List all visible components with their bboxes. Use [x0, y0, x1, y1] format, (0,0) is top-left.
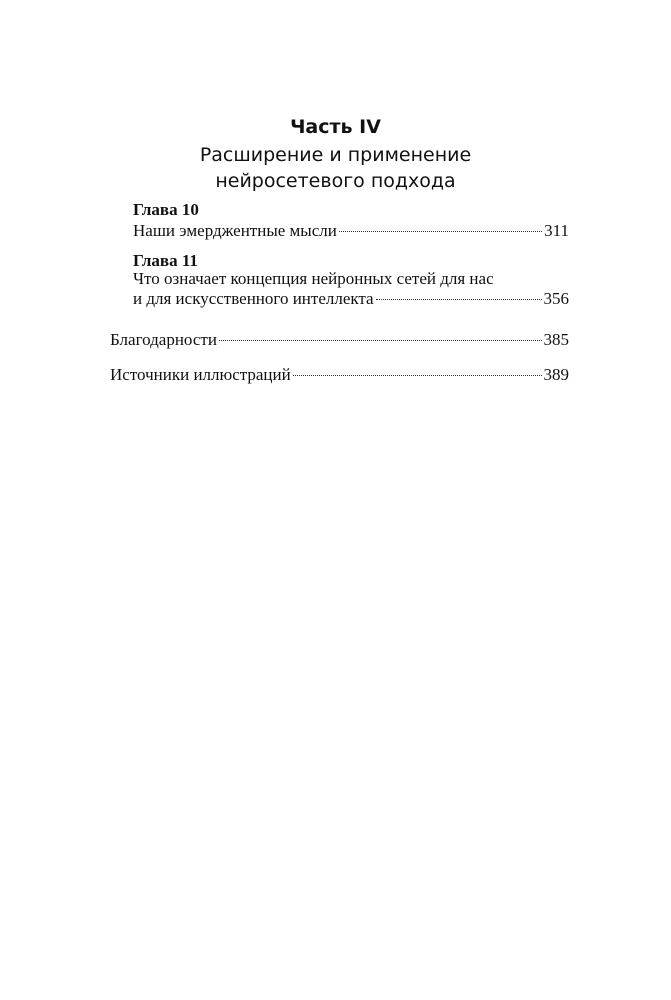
toc-entry-illustration-sources[interactable]	[110, 364, 569, 386]
dot-leader	[376, 299, 542, 300]
dot-leader	[339, 231, 542, 232]
chapter-11-title-line-1: Что означает концепция нейронных сетей для нас	[133, 269, 494, 288]
chapter-11-title-line-2: и для искусственного интеллекта	[133, 289, 374, 308]
part-title-line-1: Расширение и применение	[199, 144, 472, 166]
illustration-sources-title: Источники иллюстраций	[110, 365, 291, 384]
chapter-11-label: Глава 11	[133, 251, 198, 270]
part-title-line-2: нейросетевого подхода	[215, 170, 456, 192]
toc-entry-chapter-11[interactable]	[133, 288, 569, 310]
illustration-sources-page: 389	[543, 365, 569, 384]
acknowledgements-page: 385	[543, 330, 569, 349]
acknowledgements-title: Благодарности	[110, 330, 217, 349]
chapter-11-page: 356	[543, 289, 569, 308]
toc-entry-acknowledgements[interactable]	[110, 329, 569, 351]
dot-leader	[219, 340, 542, 341]
chapter-10-title: Наши эмерджентные мысли	[133, 221, 337, 240]
part-label: Часть IV	[290, 116, 381, 138]
chapter-10-label: Глава 10	[133, 200, 199, 219]
part-title	[0, 142, 671, 194]
chapter-10-page: 311	[544, 221, 569, 240]
dot-leader	[293, 375, 542, 376]
toc-entry-chapter-10[interactable]	[133, 220, 569, 242]
